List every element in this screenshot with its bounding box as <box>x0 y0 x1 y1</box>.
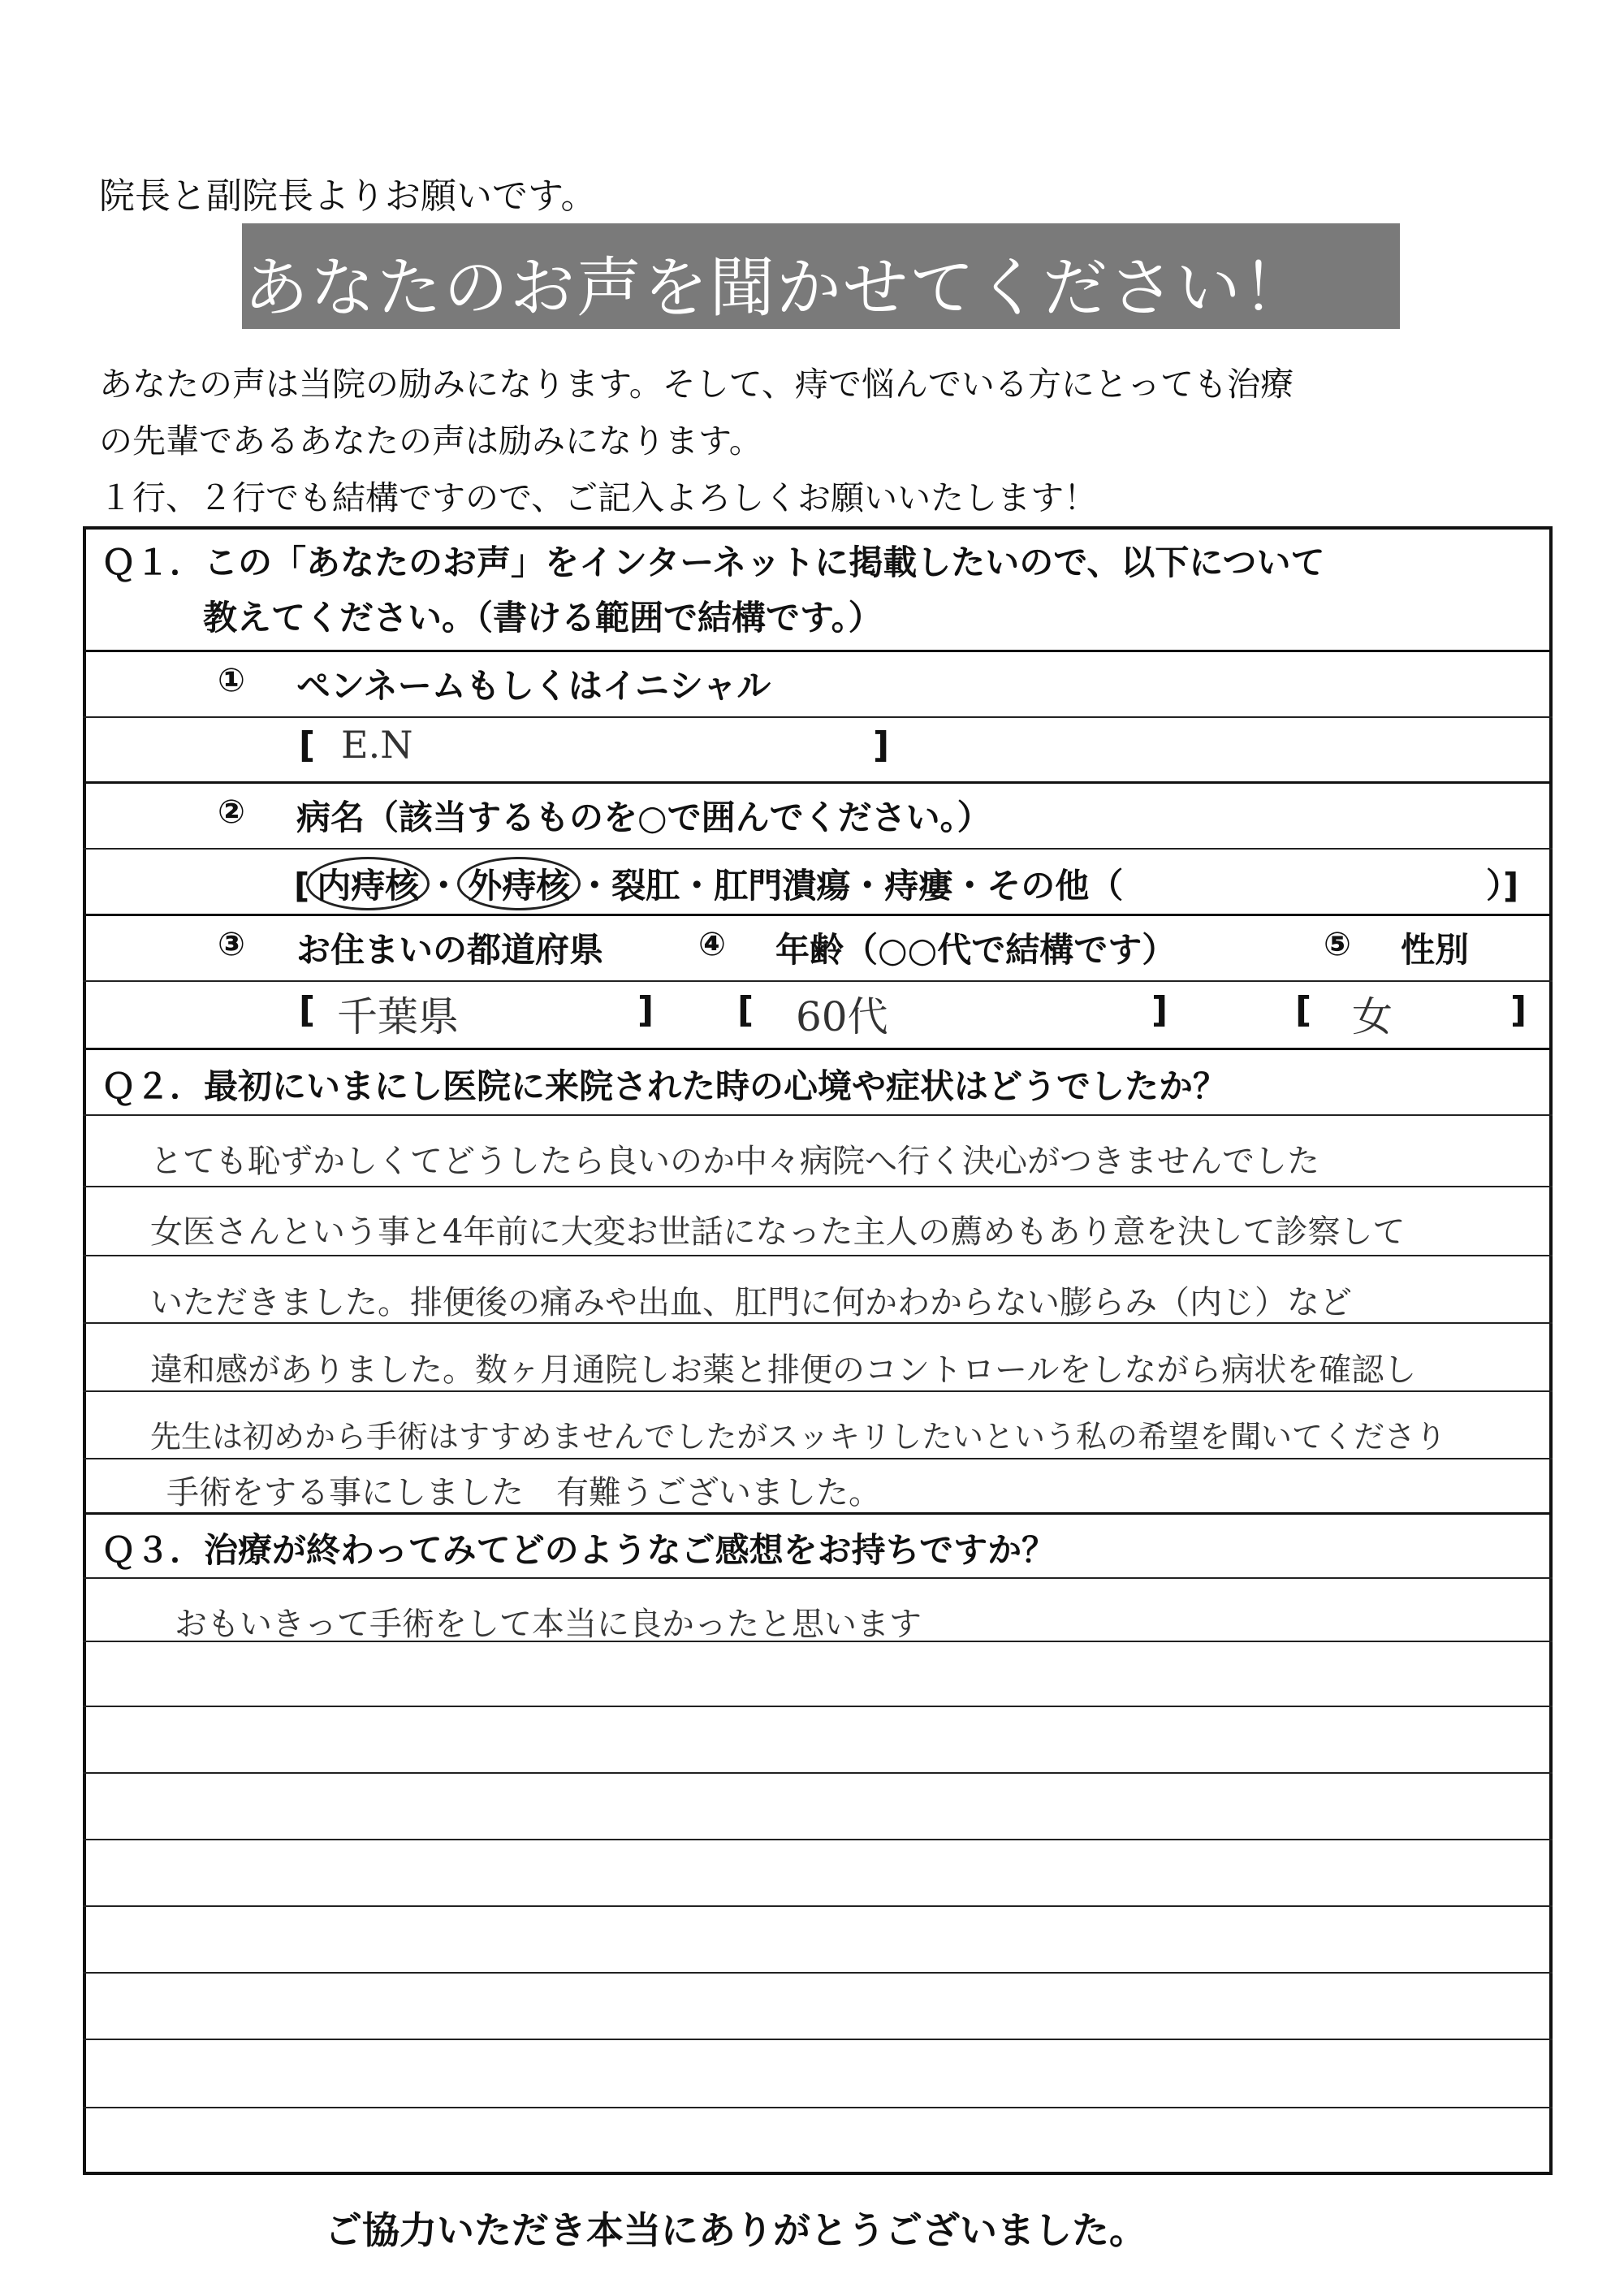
divider <box>83 980 1553 982</box>
q1-question-line-1: Ｑ１．この「あなたのお声」をインターネットに掲載したいので、以下について <box>102 543 1325 582</box>
bracket-open: [ <box>299 989 316 1031</box>
thank-you-message: ご協力いただき本当にありがとうございました。 <box>325 2208 1147 2252</box>
answer-line <box>83 1972 1553 1974</box>
q2-answer-line-1[interactable]: とても恥ずかしくてどうしたら良いのか中々病院へ行く決心がつきませんでした <box>150 1143 1320 1180</box>
bracket-open: [ <box>294 866 310 906</box>
disease-options <box>294 859 1123 908</box>
answer-line <box>83 1255 1553 1256</box>
description-line-3: １行、２行でも結構ですので、ご記入よろしくお願いいたします！ <box>99 478 1098 517</box>
description-line-1: あなたの声は当院の励みになります。そして、痔で悩んでいる方にとっても治療 <box>99 365 1294 404</box>
item1-number: ① <box>218 662 245 699</box>
gender-answer[interactable]: 女 <box>1352 993 1393 1040</box>
divider <box>83 716 1553 718</box>
answer-line <box>83 1458 1553 1459</box>
bracket-close: ] <box>637 989 654 1031</box>
description-line-2: の先輩であるあなたの声は励みになります。 <box>99 422 762 460</box>
answer-line <box>83 1114 1553 1116</box>
q2-answer-line-5[interactable]: 先生は初めから手術はすすめませんでしたがスッキリしたいという私の希望を聞いてくださり <box>150 1419 1447 1455</box>
answer-line <box>83 1322 1553 1324</box>
answer-line <box>83 1905 1553 1907</box>
disease-other-options[interactable]: ・裂肛・肛門潰瘍・痔瘻・その他（ <box>577 866 1124 906</box>
q2-answer-line-6[interactable]: 手術をする事にしました 有難うございました。 <box>166 1474 881 1511</box>
bracket-open: [ <box>1295 989 1312 1031</box>
intro-text: 院長と副院長よりお願いです。 <box>99 175 597 217</box>
divider <box>83 848 1553 850</box>
q1-question-line-2: 教えてください。（書ける範囲で結構です。） <box>203 598 883 638</box>
q3-answer-line-1[interactable]: おもいきって手術をして本当に良かったと思います <box>175 1606 922 1643</box>
item2-number: ② <box>218 793 245 831</box>
item4-number: ④ <box>698 926 726 963</box>
penname-label: ペンネームもしくはイニシャル <box>296 666 771 706</box>
answer-line <box>83 1706 1553 1707</box>
gender-label: 性別 <box>1401 930 1470 970</box>
q2-answer-line-2[interactable]: 女医さんという事と4年前に大変お世話になった主人の薦めもあり意を決して診察して <box>150 1213 1406 1251</box>
age-answer[interactable]: 60代 <box>796 993 888 1040</box>
answer-line <box>83 1641 1553 1642</box>
prefecture-answer[interactable]: 千葉県 <box>337 993 459 1040</box>
q3-question: Ｑ３．治療が終わってみてどのようなご感想をお持ちですか？ <box>102 1530 1056 1570</box>
disease-external-hemorrhoid-circled[interactable]: 外痔核 <box>457 857 581 910</box>
age-label: 年齢（○○代で結構です） <box>775 930 1177 970</box>
q2-question: Ｑ２．最初にいまにし医院に来院された時の心境や症状はどうでしたか？ <box>102 1066 1228 1106</box>
answer-line <box>83 1186 1553 1187</box>
separator: ・ <box>426 866 461 906</box>
bracket-open: [ <box>737 989 754 1031</box>
penname-answer[interactable]: E.N <box>341 723 413 767</box>
bracket-close: ] <box>1510 989 1527 1031</box>
q2-answer-line-3[interactable]: いただきました。排便後の痛みや出血、肛門に何かわからない膨らみ（内じ）など <box>150 1284 1352 1321</box>
item3-number: ③ <box>218 926 245 963</box>
bracket-close: ] <box>1151 989 1168 1031</box>
bracket-open: [ <box>299 724 316 766</box>
q2-answer-line-4[interactable]: 違和感がありました。数ヶ月通院しお薬と排便のコントロールをしながら病状を確認し <box>150 1351 1417 1389</box>
disease-internal-hemorrhoid-circled[interactable]: 内痔核 <box>306 857 430 910</box>
banner-title: あなたのお声を聞かせてください！ <box>244 250 1309 326</box>
answer-line <box>83 2107 1553 2108</box>
prefecture-label: お住まいの都道府県 <box>296 930 604 970</box>
bracket-close: ）] <box>1486 866 1519 906</box>
answer-line <box>83 1839 1553 1840</box>
bracket-close: ] <box>873 724 890 766</box>
disease-label: 病名（該当するものを○で囲んでください。） <box>296 798 991 837</box>
divider <box>83 1048 1553 1050</box>
divider <box>83 914 1553 916</box>
answer-line <box>83 1390 1553 1392</box>
divider <box>83 1512 1553 1515</box>
answer-line <box>83 1772 1553 1774</box>
divider <box>83 781 1553 784</box>
answer-line <box>83 2039 1553 2040</box>
item5-number: ⑤ <box>1324 926 1351 963</box>
answer-line <box>83 1577 1553 1579</box>
divider <box>83 650 1553 652</box>
